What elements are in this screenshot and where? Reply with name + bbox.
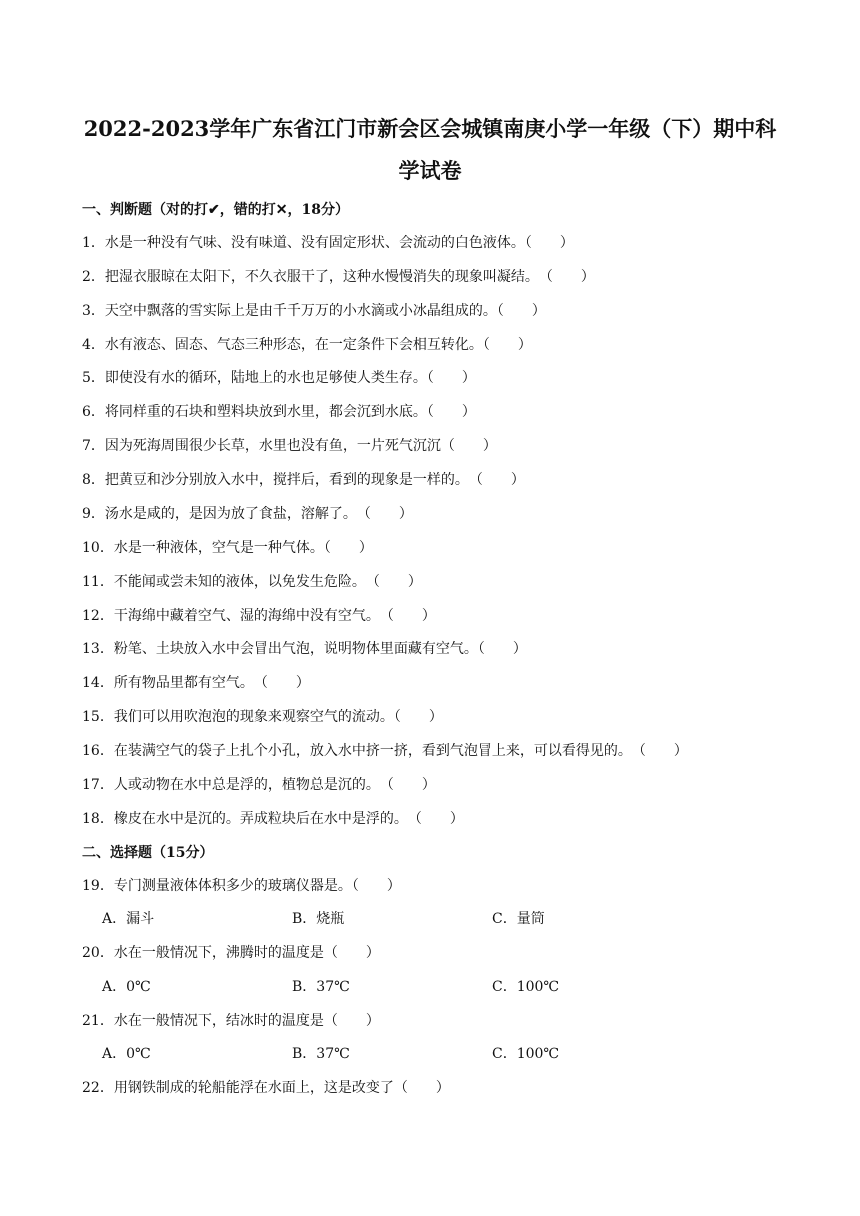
question-20-options — [102, 980, 782, 996]
question-13 — [82, 642, 527, 656]
question-text: 即使没有水的循环，陆地上的水也足够使人类生存。（ ） — [104, 370, 476, 386]
question-2 — [82, 270, 595, 284]
question-20 — [82, 946, 380, 960]
question-text: 水在一般情况下，沸腾时的温度是（ ） — [113, 945, 380, 961]
question-number: 5． — [82, 370, 105, 386]
question-number: 14． — [82, 675, 114, 691]
question-17 — [82, 778, 436, 792]
question-number: 16． — [82, 743, 114, 759]
question-number: 4． — [82, 337, 105, 353]
question-number: 1． — [82, 235, 105, 251]
question-9 — [82, 507, 413, 521]
question-22 — [82, 1081, 450, 1095]
question-number: 7． — [82, 438, 105, 454]
exam-title-line2: 学试卷 — [398, 158, 462, 183]
question-16 — [82, 744, 688, 758]
question-number: 8． — [82, 472, 105, 488]
section-judgement-heading: 一、判断题（对的打✔，错的打✕，18分） — [82, 202, 349, 218]
question-text: 我们可以用吹泡泡的现象来观察空气的流动。（ ） — [113, 709, 443, 725]
option-a: A．0℃ — [102, 979, 151, 995]
question-8 — [82, 473, 525, 487]
question-number: 6． — [82, 404, 105, 420]
section-choice-heading: 二、选择题（15分） — [82, 845, 214, 861]
question-number: 19． — [82, 878, 114, 894]
question-3 — [82, 304, 546, 318]
question-6 — [82, 405, 476, 419]
question-19-options — [102, 912, 782, 928]
question-text: 因为死海周围很少长草，水里也没有鱼，一片死气沉沉（ ） — [104, 438, 497, 454]
option-a: A．漏斗 — [102, 911, 155, 927]
question-number: 21． — [82, 1013, 114, 1029]
question-text: 专门测量液体体积多少的玻璃仪器是。（ ） — [113, 878, 401, 894]
question-number: 22． — [82, 1080, 114, 1096]
question-5 — [82, 371, 476, 385]
question-number: 10． — [82, 540, 114, 556]
question-text: 不能闻或尝未知的液体，以免发生危险。 （ ） — [113, 574, 422, 590]
option-b: B．37℃ — [292, 1046, 350, 1062]
question-text: 天空中飘落的雪实际上是由千千万万的小水滴或小冰晶组成的。（ ） — [104, 303, 546, 319]
question-number: 12． — [82, 608, 114, 624]
question-text: 干海绵中藏着空气、湿的海绵中没有空气。 （ ） — [113, 608, 436, 624]
option-a: A．0℃ — [102, 1046, 151, 1062]
question-number: 20． — [82, 945, 114, 961]
question-text: 将同样重的石块和塑料块放到水里，都会沉到水底。（ ） — [104, 404, 476, 420]
question-number: 3． — [82, 303, 105, 319]
question-19 — [82, 879, 401, 893]
question-text: 水有液态、固态、气态三种形态，在一定条件下会相互转化。（ ） — [104, 337, 532, 353]
option-b: B．烧瓶 — [292, 911, 345, 927]
question-number: 9． — [82, 506, 105, 522]
option-c: C．100℃ — [492, 1046, 560, 1062]
question-text: 人或动物在水中总是浮的，植物总是沉的。 （ ） — [113, 777, 436, 793]
question-number: 11． — [82, 574, 114, 590]
question-10 — [82, 541, 373, 555]
question-1 — [82, 236, 574, 250]
question-number: 15． — [82, 709, 114, 725]
question-text: 在装满空气的袋子上扎个小孔，放入水中挤一挤，看到气泡冒上来，可以看得见的。 （ ） — [113, 743, 688, 759]
question-21-options — [102, 1047, 782, 1063]
question-text: 把黄豆和沙分别放入水中，搅拌后，看到的现象是一样的。 （ ） — [104, 472, 525, 488]
question-21 — [82, 1014, 380, 1028]
question-text: 橡皮在水中是沉的。弄成粒块后在水中是浮的。 （ ） — [113, 811, 464, 827]
question-12 — [82, 609, 436, 623]
question-number: 13． — [82, 641, 114, 657]
question-15 — [82, 710, 443, 724]
question-number: 18． — [82, 811, 114, 827]
question-7 — [82, 439, 497, 453]
question-text: 用钢铁制成的轮船能浮在水面上，这是改变了（ ） — [113, 1080, 450, 1096]
question-number: 2． — [82, 269, 105, 285]
question-text: 粉笔、土块放入水中会冒出气泡，说明物体里面藏有空气。（ ） — [113, 641, 527, 657]
question-text: 把湿衣服晾在太阳下，不久衣服干了，这种水慢慢消失的现象叫凝结。 （ ） — [104, 269, 595, 285]
question-18 — [82, 812, 464, 826]
question-11 — [82, 575, 422, 589]
question-4 — [82, 338, 532, 352]
exam-title-line1: 2022-2023学年广东省江门市新会区会城镇南庚小学一年级（下）期中科 — [83, 116, 777, 141]
question-text: 水是一种没有气味、没有味道、没有固定形状、会流动的白色液体。（ ） — [104, 235, 574, 251]
option-b: B．37℃ — [292, 979, 350, 995]
question-text: 所有物品里都有空气。 （ ） — [113, 675, 310, 691]
question-text: 汤水是咸的，是因为放了食盐，溶解了。 （ ） — [104, 506, 413, 522]
question-text: 水在一般情况下，结冰时的温度是（ ） — [113, 1013, 380, 1029]
question-14 — [82, 676, 310, 690]
option-c: C．100℃ — [492, 979, 560, 995]
option-c: C．量筒 — [492, 911, 545, 927]
question-number: 17． — [82, 777, 114, 793]
question-text: 水是一种液体，空气是一种气体。（ ） — [113, 540, 373, 556]
